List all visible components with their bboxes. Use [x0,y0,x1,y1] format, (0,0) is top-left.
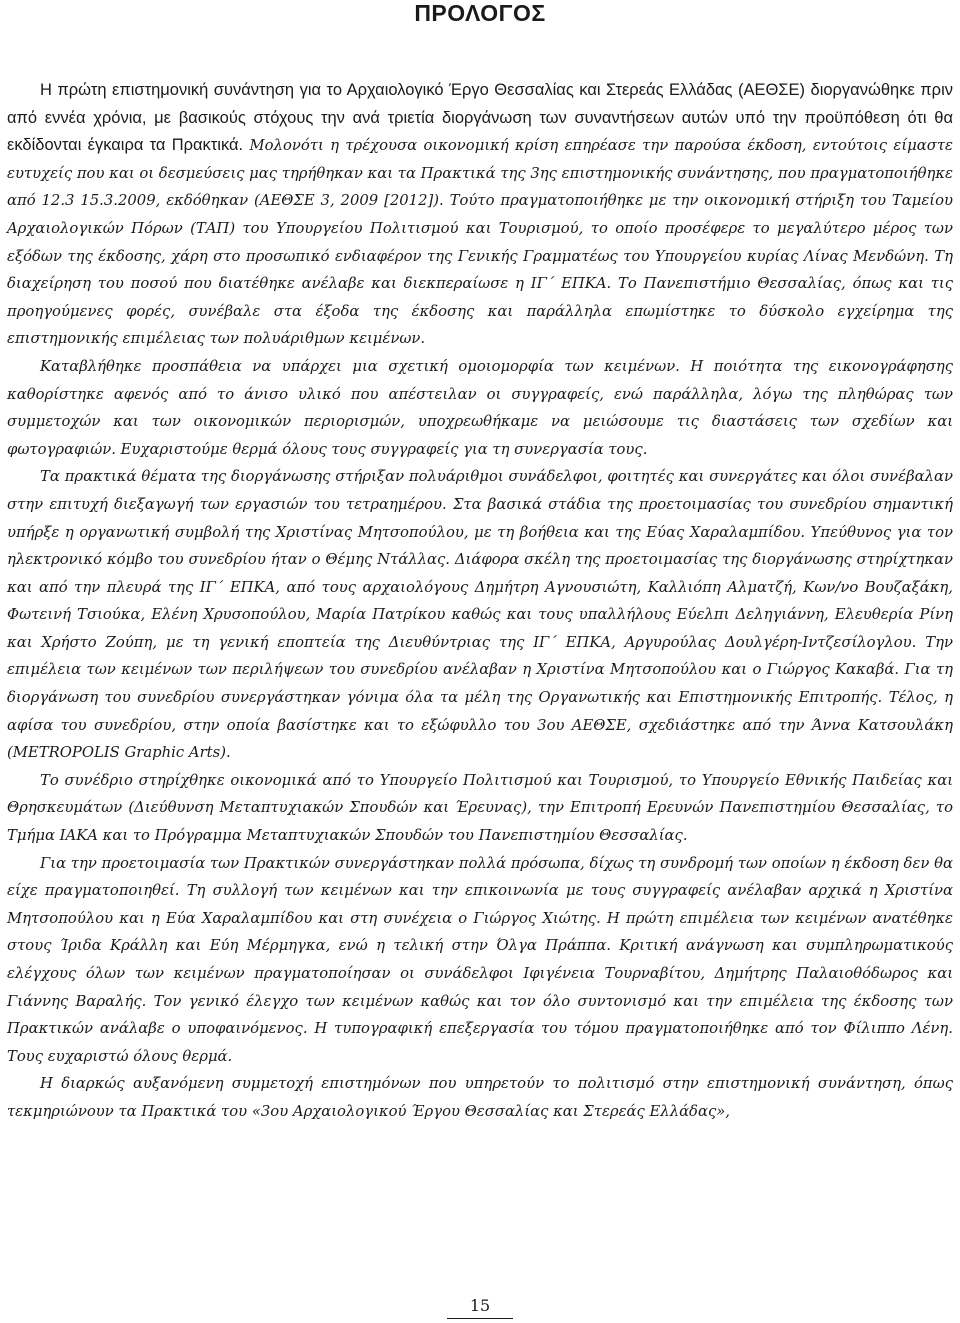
page-number-rule [447,1318,513,1319]
paragraph-3: Τα πρακτικά θέματα της διοργάνωσης στήριξαν πολυάριθμοι συνάδελφοι, φοιτητές και συνεργάτες και όλοι συνέβαλαν στην επιτυχή διεξαγωγή των εργασιών του τετραημέρου. Στα βασικά στάδια της προετοιμασίας του συνεδρίου σημαντική υπήρξε η οργανωτική συμβολή της Χριστίνας Μητσοπούλου, με τη βοήθεια και της Εύας Χαραλαμπίδου. Υπεύθυνος για τον ηλεκτρονικό κόμβο του συνεδρίου ήταν ο Θέμης Ντάλλας. Διάφορα σκέλη της προετοιμασίας της διοργάνωσης στηρίχτηκαν και από την πλευρά της ΙΓ΄ ΕΠΚΑ, από τους αρχαιολόγους Δημήτρη Αγνουσιώτη, Καλλιόπη Αλματζή, Κων/νο Βουζαξάκη, Φωτεινή Τσιούκα, Ελένη Χρυσοπούλου, Μαρία Πατρίκου καθώς και τους υπαλλήλους Εύελπι Δεληγιάννη, Ελευθερία Ρίνη και Χρήστο Ζούπη, με τη γενική εποπτεία της Διευθύντριας της ΙΓ΄ ΕΠΚΑ, Αργυρούλας Δουλγέρη-Ιντζεσίλογλου. Την επιμέλεια των κειμένων των περιλήψεων του συνεδρίου ανέλαβαν η Χριστίνα Μητσοπούλου και ο Γιώργος Κακαβά. Για τη διοργάνωση του συνεδρίου συνεργάστηκαν γόνιμα όλα τα μέλη της Οργανωτικής και Επιστημονικής Επιτροπής. Τέλος, η αφίσα του συνεδρίου, στην οποία βασίστηκε και το εξώφυλλο του 3ου ΑΕΘΣΕ, σχεδιάστηκε από την Άννα Κατσουλάκη (METROPOLIS Graphic Arts). [7,468,953,762]
page-title: ΠΡΟΛΟΓΟΣ [414,0,546,26]
paragraph-4: Το συνέδριο στηρίχθηκε οικονομικά από το Υπουργείο Πολιτισμού και Τουρισμού, το Υπουργείο Εθνικής Παιδείας και Θρησκευμάτων (Διεύθυνση Μεταπτυχιακών Σπουδών και Έρευνας), την Επιτροπή Ερευνών Πανεπιστημίου Θεσσαλίας, το Τμήμα ΙΑΚΑ και το Πρόγραμμα Μεταπτυχιακών Σπουδών του Πανεπιστημίου Θεσσαλίας. [7,771,953,845]
paragraph-6: Η διαρκώς αυξανόμενη συμμετοχή επιστημόνων που υπηρετούν το πολιτισμό στην επιστημονική συνάντηση, όπως τεκμηριώνουν τα Πρακτικά του «3ου Αρχαιολογικού Έργου Θεσσαλίας και Στερεάς Ελλάδας», [7,1075,953,1120]
preface-body [7,77,953,1126]
paragraph-5: Για την προετοιμασία των Πρακτικών συνεργάστηκαν πολλά πρόσωπα, δίχως τη συνδρομή των οποίων η έκδοση δεν θα είχε πραγματοποιηθεί. Τη συλλογή των κειμένων και την επικοινωνία με τους συγγραφείς ανέλαβαν αρχικά η Χριστίνα Μητσοπούλου και η Εύα Χαραλαμπίδου και στη συνέχεια ο Γιώργος Χιώτης. Η πρώτη επιμέλεια των κειμένων ανατέθηκε στους Ίριδα Κράλλη και Εύη Μέρμηγκα, ενώ η τελική στην Όλγα Πράππα. Κριτική ανάγνωση και συμπληρωματικούς ελέγχους όλων των κειμένων πραγματοποίησαν οι συνάδελφοι Ιφιγένεια Τουρναβίτου, Δημήτρης Παλαιοθόδωρος και Γιάννης Βαραλής. Τον γενικό έλεγχο των κειμένων καθώς και τον όλο συντονισμό και την επιμέλεια της έκδοσης των Πρακτικών ανάλαβε ο υποφαινόμενος. Η τυπογραφική επεξεργασία του τόμου πραγματοποιήθηκε από τον Φίλιππο Λένη. Τους ευχαριστώ όλους θερμά. [7,854,953,1065]
paragraph-2: Καταβλήθηκε προσπάθεια να υπάρχει μια σχετική ομοιομορφία των κειμένων. Η ποιότητα της εικονογράφησης καθορίστηκε αφενός από το άνισο υλικό που απέστειλαν οι συγγραφείς, ενώ παράλληλα, λόγω της πληθώρας των συμμετοχών και των οικονομικών περιορισμών, υποχρεωθήκαμε να μειώσουμε τις διαστάσεις των σχεδίων και φωτογραφιών. Ευχαριστούμε θερμά όλους τους συγγραφείς για τη συνεργασία τους. [7,357,953,458]
paragraph-1-lead: Η πρώτη επιστημονική συνάντηση για το Αρχαιολογικό Έργο Θεσσαλίας και Στερεάς Ελλάδας (ΑΕΘΣΕ) διοργανώθηκε πριν από εννέα χρόνια, με βασικούς στόχους την ανά τριετία διοργάνωση των συναντήσεων αυτών υπό την προϋπόθεση ότι θα εκδίδονται έγκαιρα τα Πρακτικά. [7,81,953,155]
paragraph-1-text: Μολονότι η τρέχουσα οικονομική κρίση επηρέασε την παρούσα έκδοση, εντούτοις είμαστε ευτυχείς που και οι δεσμεύσεις μας τηρήθηκαν και τα Πρακτικά της 3ης επιστημονικής συνάντησης, που πραγματοποιήθηκε από 12.3 15.3.2009, εκδόθηκαν (ΑΕΘΣΕ 3, 2009 [2012]). Τούτο πραγματοποιήθηκε με την οικονομική στήριξη του Ταμείου Αρχαιολογικών Πόρων (ΤΑΠ) του Υπουργείου Πολιτισμού και Τουρισμού, το οποίο προσέφερε το μεγαλύτερο μέρος των εξόδων της έκδοσης, χάρη στο προσωπικό ενδιαφέρον της Γενικής Γραμματέως του Υπουργείου κυρίας Λίνας Μενδώνη. Τη διαχείρηση του ποσού που διατέθηκε ανέλαβε και διεκπεραίωσε η ΙΓ΄ ΕΠΚΑ. Το Πανεπιστήμιο Θεσσαλίας, όπως και τις προηγούμενες φορές, συνέβαλε στα έξοδα της έκδοσης και παράλληλα επωμίστηκε το δύσκολο εγχείρημα της επιστημονικής επιμέλειας των πολυάριθμων κειμένων. [7,137,953,348]
paragraph-1 [7,77,953,353]
page-number: 15 [469,1296,491,1315]
